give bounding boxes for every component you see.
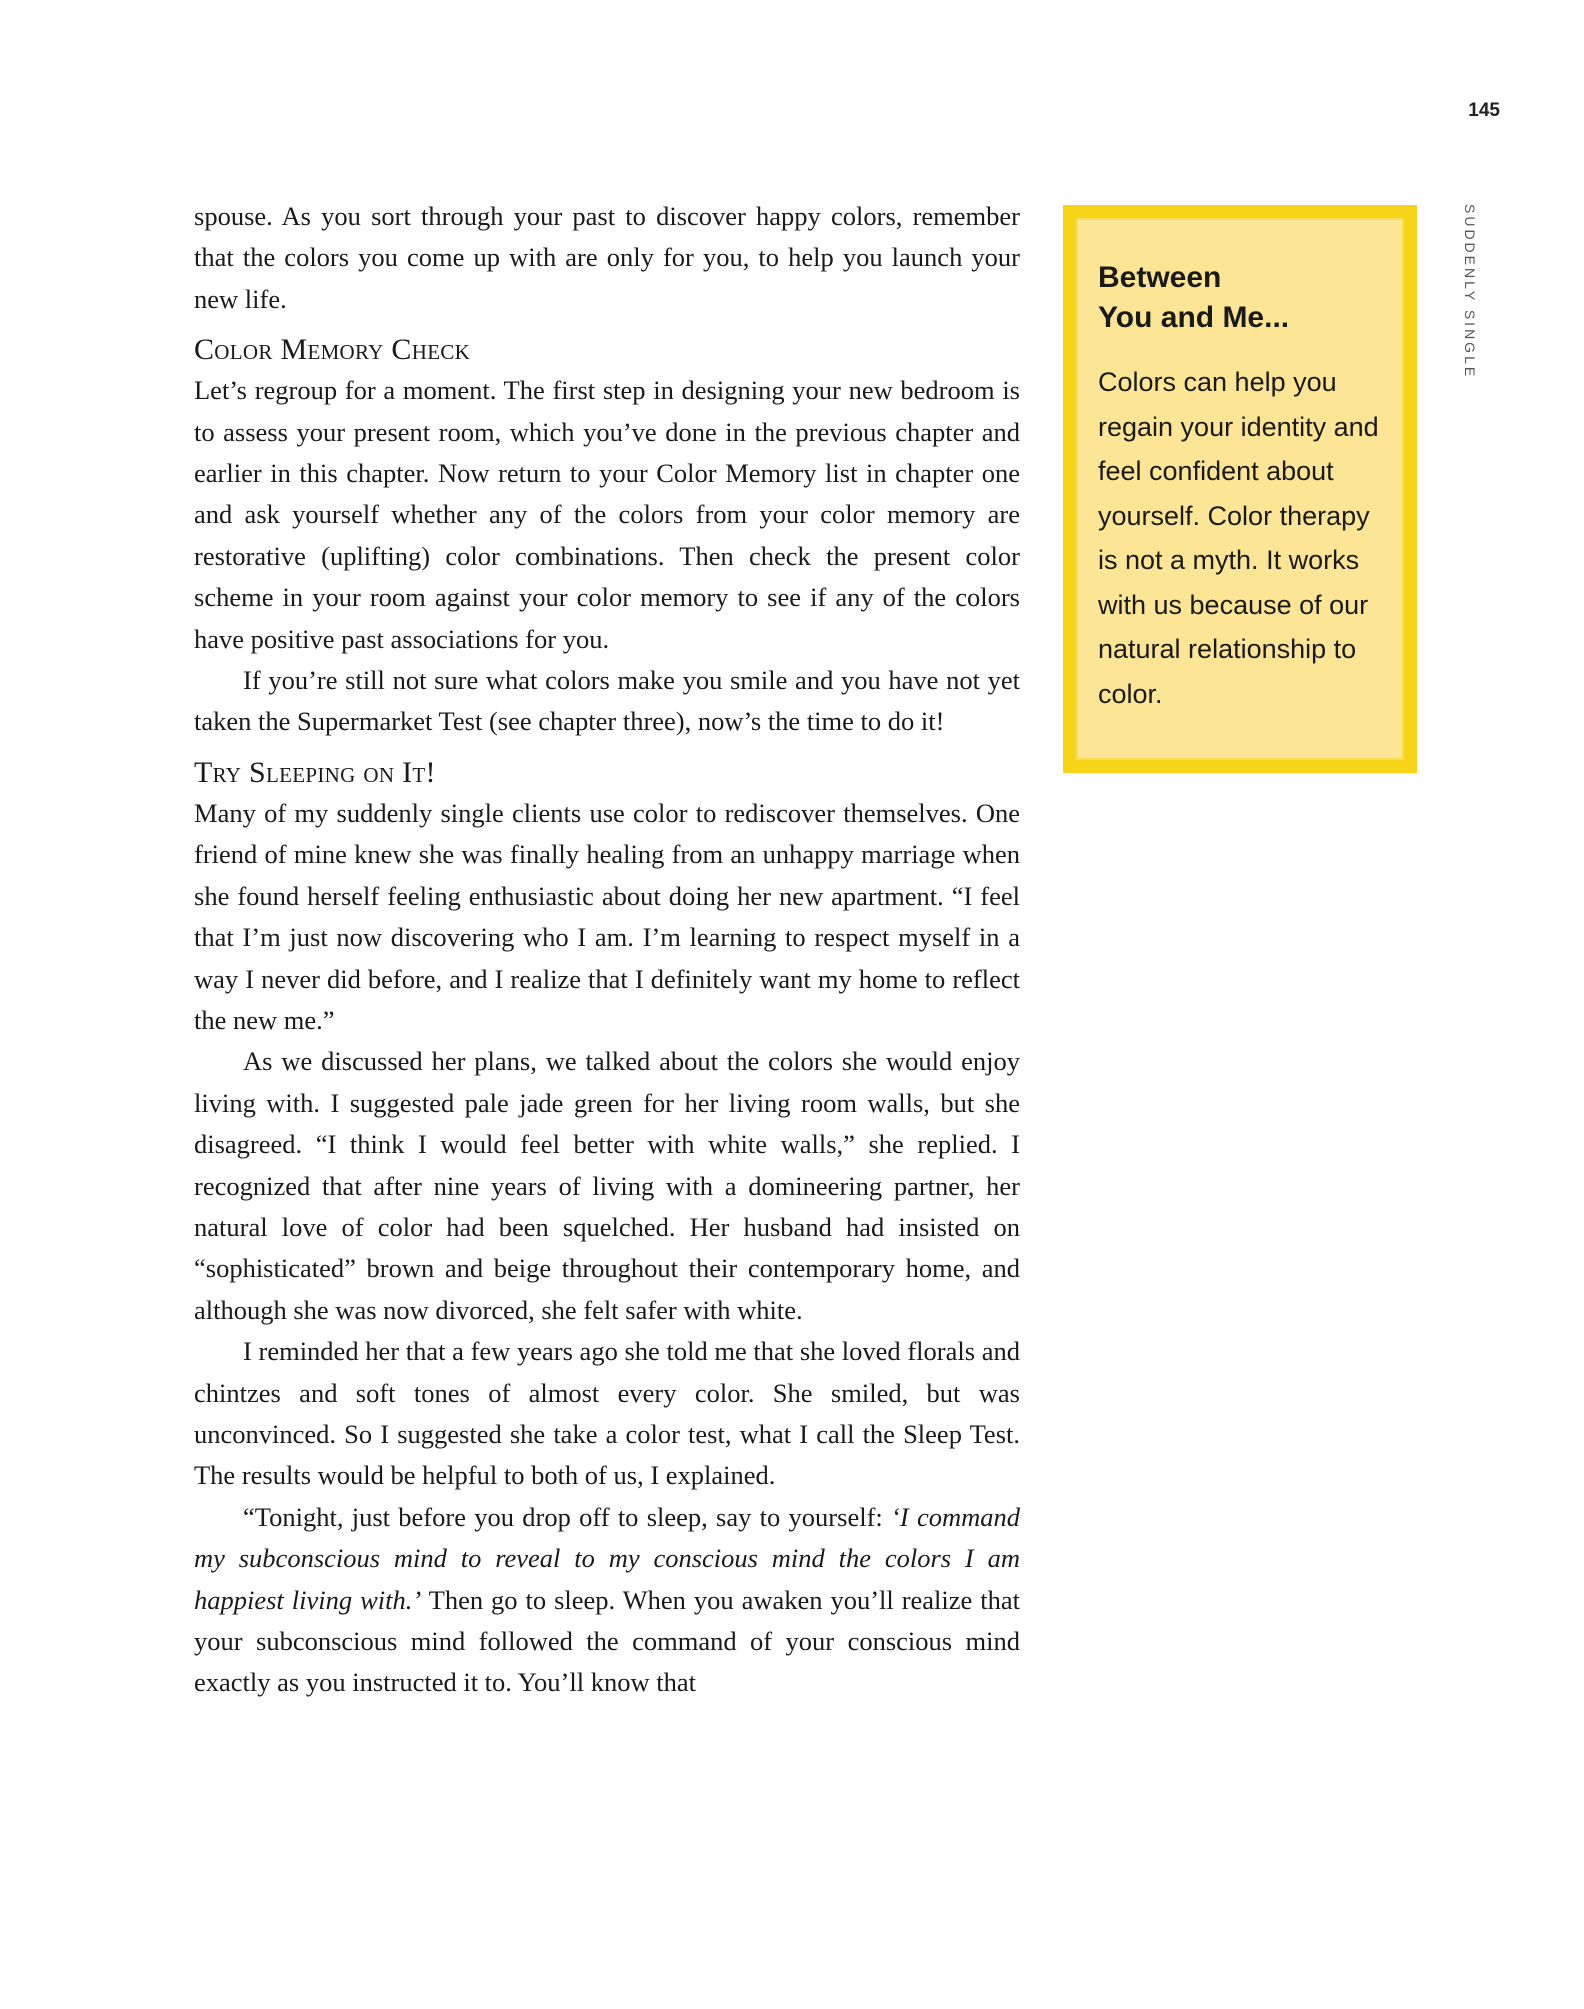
italic-quote: ‘I command my subconscious mind to reveal to my conscious mind the colors I am happiest living with.’ xyxy=(194,1501,1020,1615)
paragraph: spouse. As you sort through your past to discover happy colors, remember that the colors you come up with are only for you, to help you launch your new life. xyxy=(194,201,1020,314)
paragraph: As we discussed her plans, we talked about the colors she would enjoy living with. I suggested pale jade green for her living room walls, but she disagreed. “I think I would feel better with white walls,” she replied. I recognized that after nine years of living with a domineering partner, her natural love of color had been squelched. Her husband had insisted on “sophisticated” brown and beige throughout their contemporary home, and although she was now divorced, she felt safer with white. xyxy=(194,1046,1020,1325)
section-heading: Color Memory Check xyxy=(194,333,471,367)
paragraph: Many of my suddenly single clients use color to rediscover themselves. One friend of mine knew she was finally healing from an unhappy marriage when she found herself feeling enthusiastic about doing her new apartment. “I feel that I’m just now discovering who I am. I’m learning to respect myself in a way I never did before, and I realize that I definitely want my home to reflect the new me.” xyxy=(194,797,1020,1035)
sidebar-title xyxy=(1098,258,1384,338)
paragraph: Let’s regroup for a moment. The first step in designing your new bedroom is to assess your present room, which you’ve done in the previous chapter and earlier in this chapter. Now return to your Color Memory list in chapter one and ask yourself whether any of the colors from your color memory are restorative (uplifting) color combinations. Then check the present color scheme in your room against your color memory to see if any of the colors have positive past associations for you. xyxy=(194,375,1020,654)
paragraph: If you’re still not sure what colors make you smile and you have not yet taken the Supermarket Test (see chapter three), now’s the time to do it! xyxy=(194,665,1020,737)
sidebar-title-line: Between xyxy=(1098,261,1222,294)
sidebar-title-line: You and Me... xyxy=(1098,301,1290,334)
sidebar-body: Colors can help you regain your identity and feel confident about yourself. Color therapy is not a myth. It works with us because of our natural relationship to color. xyxy=(1098,367,1379,709)
page-number: 145 xyxy=(1468,100,1500,121)
paragraph-text: Then go to sleep. When you awaken you’ll realize that your subconscious mind followed the command of your conscious mind exactly as you instructed it to. You’ll know that xyxy=(194,1584,1021,1698)
paragraph: I reminded her that a few years ago she told me that she loved florals and chintzes and soft tones of almost every color. She smiled, but was unconvinced. So I suggested she take a color test, what I call the Sleep Test. The results would be helpful to both of us, I explained. xyxy=(194,1336,1020,1491)
paragraph-text: “Tonight, just before you drop off to sleep, say to yourself: xyxy=(243,1501,892,1532)
section-heading: Try Sleeping on It! xyxy=(194,755,436,789)
paragraph xyxy=(194,1497,1020,1704)
running-head: SUDDENLY SINGLE xyxy=(1462,204,1478,380)
sidebar-callout xyxy=(1063,205,1417,773)
body-text-column xyxy=(194,196,1020,1704)
